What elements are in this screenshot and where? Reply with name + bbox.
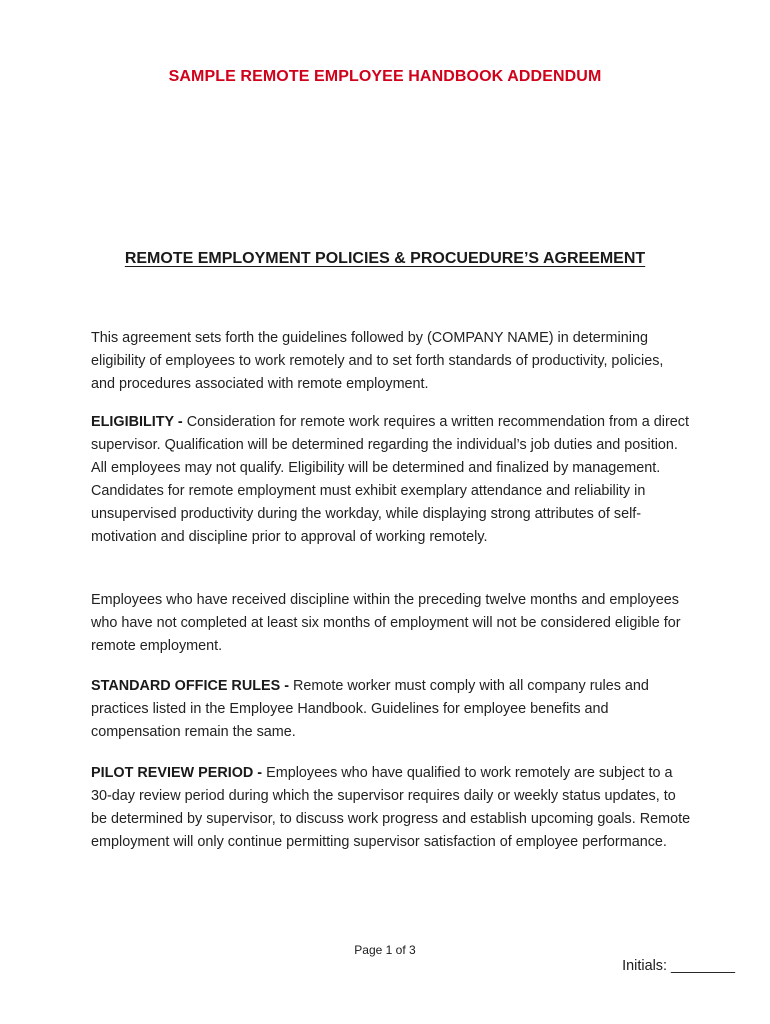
eligibility-label: ELIGIBILITY - xyxy=(91,414,187,430)
pilot-review-text: Employees who have qualified to work remotely are subject to a 30-day review period during which the supervisor requires daily or weekly status updates, to be determined by supervisor, to discuss work progress and establish upcoming goals. Remote employment will only continue permitting supervisor satisfaction of employee performance. xyxy=(91,765,691,850)
document-title: SAMPLE REMOTE EMPLOYEE HANDBOOK ADDENDUM xyxy=(168,68,602,85)
pilot-review-label: PILOT REVIEW PERIOD - xyxy=(91,765,267,781)
office-rules-label: STANDARD OFFICE RULES - xyxy=(91,678,293,694)
discipline-paragraph: Employees who have received discipline within the preceding twelve months and employees who have not completed at least six months of employment will not be considered eligible for remote employment. xyxy=(91,592,681,654)
eligibility-paragraph xyxy=(91,411,691,549)
agreement-heading: REMOTE EMPLOYMENT POLICIES & PROCUEDURE’S AGREEMENT xyxy=(124,250,646,267)
initials-field: Initials: ________ xyxy=(622,958,735,974)
eligibility-text: Consideration for remote work requires a written recommendation from a direct supervisor. Qualification will be determined regarding the individual’s job duties and position. All employees may not qualify. Eligibility will be determined and finalized by management. Candidates for remote employment must exhibit exemplary attendance and reliability in unsupervised productivity during the workday, while displaying strong attributes of self-motivation and discipline prior to approval of working remotely. xyxy=(91,414,689,545)
pilot-review-paragraph xyxy=(91,762,691,854)
intro-paragraph: This agreement sets forth the guidelines followed by (COMPANY NAME) in determining eligibility of employees to work remotely and to set forth standards of productivity, policies, and procedures associated with remote employment. xyxy=(91,330,664,392)
office-rules-text: Remote worker must comply with all company rules and practices listed in the Employee Handbook. Guidelines for employee benefits and compensation remain the same. xyxy=(91,678,649,740)
page-number: Page 1 of 3 xyxy=(354,943,416,957)
office-rules-paragraph xyxy=(91,675,691,744)
